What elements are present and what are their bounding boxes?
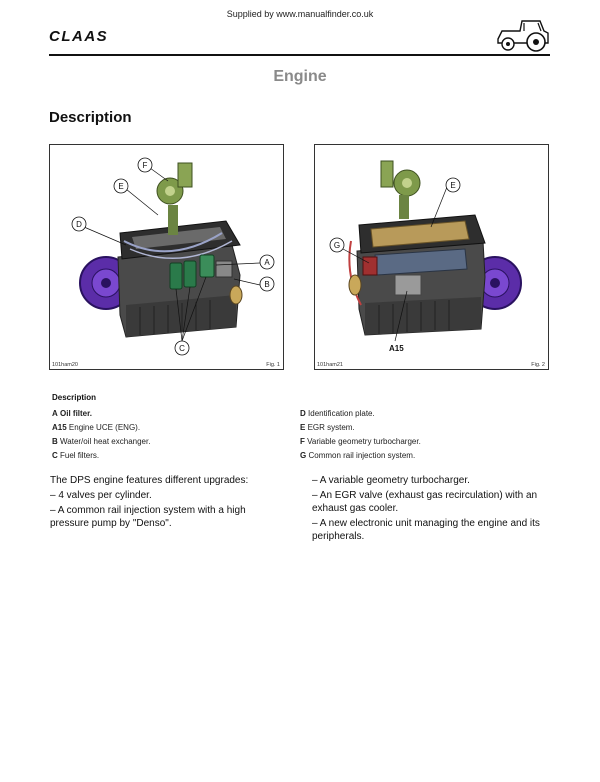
legend-title: Description xyxy=(52,393,97,402)
legend-item: A15 Engine UCE (ENG). xyxy=(52,423,141,432)
svg-text:C: C xyxy=(179,344,185,353)
paragraph: – An EGR valve (exhaust gas recirculation) with an exhaust gas cooler. xyxy=(312,490,538,514)
body-text-left xyxy=(50,474,282,532)
legend-item: D Identification plate. xyxy=(300,409,375,418)
section-title: Description xyxy=(49,109,132,126)
paragraph: The DPS engine features different upgrades: xyxy=(50,475,249,486)
svg-text:G: G xyxy=(333,241,341,250)
figure-2 xyxy=(314,144,549,370)
svg-text:F: F xyxy=(142,161,148,170)
figure-number: Fig. 2 xyxy=(531,362,545,368)
svg-text:E: E xyxy=(118,182,124,191)
svg-text:E: E xyxy=(450,181,456,190)
tractor-icon xyxy=(494,17,552,58)
legend-item: A Oil filter. xyxy=(52,409,93,418)
claas-logo xyxy=(49,28,121,49)
legend-item: B Water/oil heat exchanger. xyxy=(52,437,151,446)
engine-illustration-front xyxy=(50,145,283,357)
logo-text: CLAAS xyxy=(49,28,109,44)
paragraph: – A common rail injection system with a high pressure pump by "Denso". xyxy=(50,505,246,529)
callout-g xyxy=(330,238,344,252)
callout-e xyxy=(446,178,460,192)
callout-a15: A15 xyxy=(389,344,404,353)
figure-id: 101ham21 xyxy=(317,362,343,368)
body-text-right xyxy=(312,474,548,545)
paragraph: – A new electronic unit managing the engine and its peripherals. xyxy=(312,518,540,542)
callout-a xyxy=(260,255,274,269)
supplied-by-note: Supplied by www.manualfinder.co.uk xyxy=(226,9,374,19)
callout-d xyxy=(72,217,86,231)
header-rule xyxy=(49,54,550,56)
legend-item: F Variable geometry turbocharger. xyxy=(300,437,421,446)
engine-illustration-rear xyxy=(315,145,548,357)
legend-left xyxy=(52,407,150,463)
svg-text:D: D xyxy=(76,220,82,229)
callout-f xyxy=(138,158,152,172)
paragraph: – 4 valves per cylinder. xyxy=(50,490,152,501)
paragraph: – A variable geometry turbocharger. xyxy=(312,475,470,486)
figure-id: 101ham20 xyxy=(52,362,78,368)
figure-1 xyxy=(49,144,284,370)
callout-c xyxy=(175,341,189,355)
page-title: Engine xyxy=(273,68,327,85)
svg-text:A: A xyxy=(264,258,270,267)
legend-right xyxy=(300,407,421,463)
legend-item: E EGR system. xyxy=(300,423,355,432)
callout-b xyxy=(260,277,274,291)
svg-text:B: B xyxy=(264,280,270,289)
callout-e xyxy=(114,179,128,193)
legend-item: G Common rail injection system. xyxy=(300,451,416,460)
figure-number: Fig. 1 xyxy=(266,362,280,368)
legend-item: C Fuel filters. xyxy=(52,451,100,460)
